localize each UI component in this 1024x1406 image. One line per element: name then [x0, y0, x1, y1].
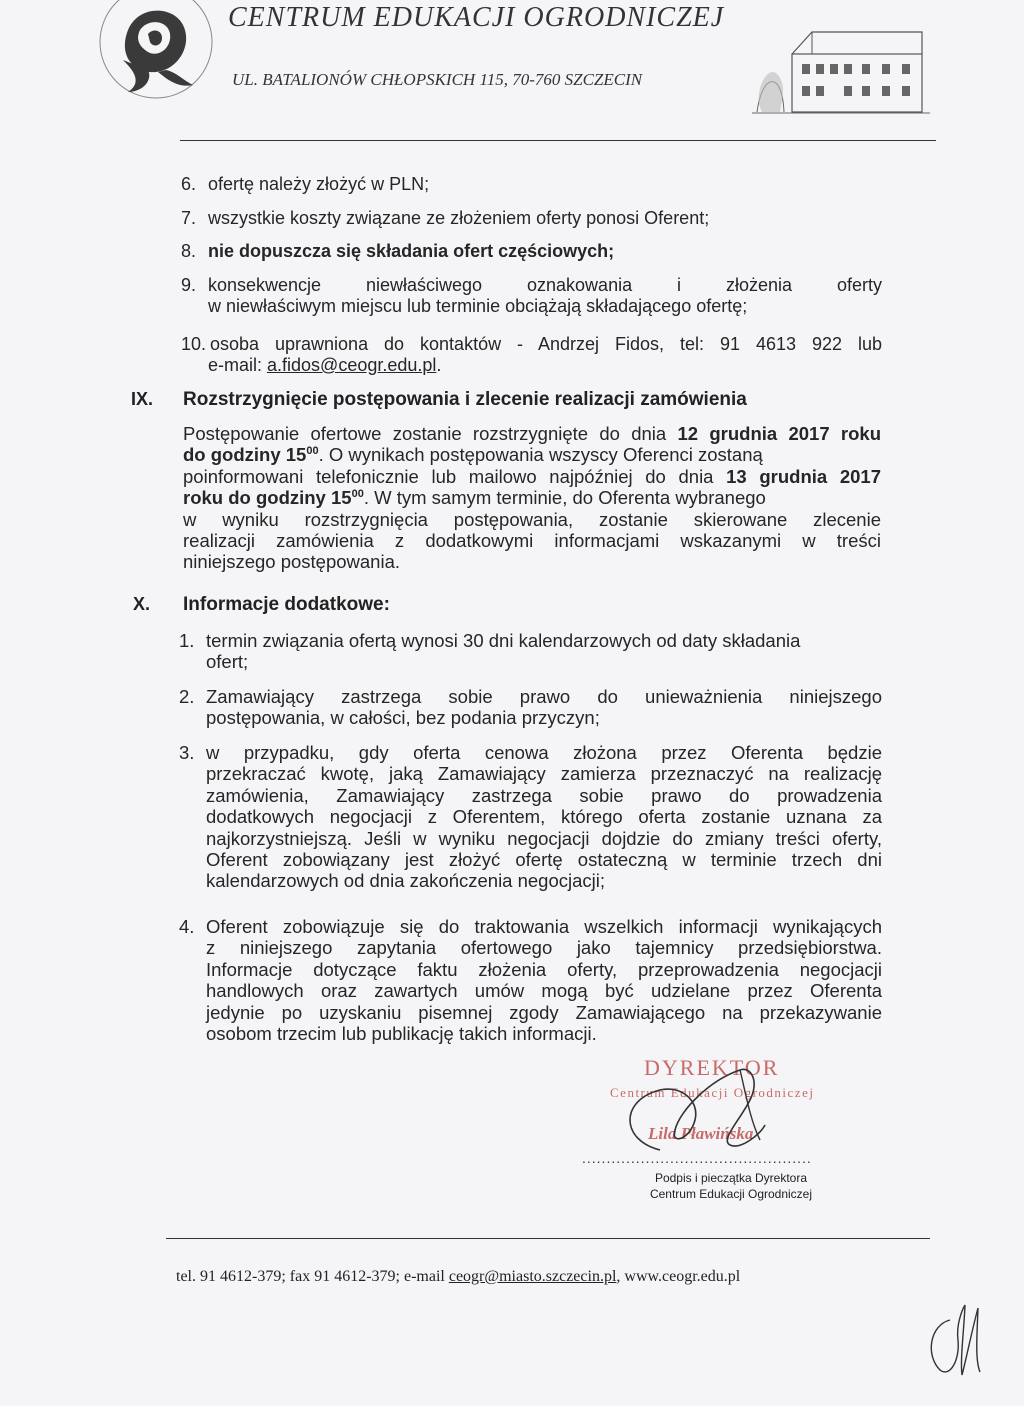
paragraph-line: Informacje dotyczące faktu złożenia oferty, przeprowadzenia negocjacji: [206, 958, 882, 980]
contact-email-link[interactable]: a.fidos@ceogr.edu.pl: [267, 355, 437, 375]
paragraph-line: przekraczać kwotę, jaką Zamawiający zamierza przeznaczyć na realizację: [206, 763, 882, 785]
footer-text: , www.ceogr.edu.pl: [616, 1268, 741, 1285]
list-item-text: konsekwencje niewłaściwego oznakowania i złożenia oferty: [208, 275, 882, 295]
stamp-name: Lila Pławińska: [648, 1124, 754, 1143]
paragraph-line: w przypadku, gdy oferta cenowa złożona przez Oferenta będzie: [206, 742, 882, 763]
paragraph-line: [183, 423, 881, 444]
section-number: IX.: [131, 389, 154, 409]
footer-email-link[interactable]: ceogr@miasto.szczecin.pl: [448, 1268, 617, 1285]
list-item-text: [208, 355, 441, 376]
school-building-icon: [752, 14, 932, 124]
paragraph-line: handlowych oraz zawartych umów mogą być udzielane przez Oferenta: [206, 980, 882, 1002]
contact-email-label: e-mail:: [208, 355, 268, 375]
text-run: . W tym samym terminie, do Oferenta wybranego: [363, 487, 766, 509]
time-highlight: do godziny 15: [183, 444, 307, 466]
list-item-text: ofertę należy złożyć w PLN;: [208, 174, 430, 194]
punctuation: .: [436, 355, 442, 375]
paragraph-line: jedynie po uzyskaniu pisemnej zgody Zamawiającego na przekazywanie: [206, 1001, 882, 1023]
section-number: X.: [133, 594, 151, 614]
list-item-number: 2.: [179, 686, 195, 707]
paragraph-line: kalendarzowych od dnia zakończenia negocjacji;: [206, 870, 606, 892]
paragraph-line: w wyniku rozstrzygnięcia postępowania, zostanie skierowane zlecenie: [183, 508, 881, 530]
list-item-number: 9.: [181, 275, 197, 295]
signature-caption: [636, 1170, 826, 1202]
time-superscript: 00: [351, 488, 364, 501]
text-run: Postępowanie ofertowe zostanie rozstrzygnięte do dnia: [183, 423, 678, 444]
paragraph-line: dodatkowych negocjacji z Oferentem, którego oferta zostanie uznana za: [206, 806, 882, 828]
initials-signature-icon: [920, 1300, 990, 1380]
organization-address: UL. BATALIONÓW CHŁOPSKICH 115, 70-760 SZCZECIN: [232, 70, 643, 89]
list-item-text: osoba uprawniona do kontaktów - Andrzej Fidos, tel: 91 4613 922 lub: [210, 334, 882, 354]
rose-logo-icon: [98, 0, 218, 100]
footer-text: tel. 91 4612-379; fax 91 4612-379; e-mail: [176, 1268, 449, 1285]
organization-name: CENTRUM EDUKACJI OGRODNICZEJ: [228, 2, 725, 33]
stamp-organization: Centrum Edukacji Ogrodniczej: [610, 1085, 815, 1100]
paragraph-line: niniejszego postępowania.: [183, 551, 401, 573]
paragraph-line: Oferent zobowiązany jest złożyć ofertę ostateczną w terminie trzech dni: [206, 849, 882, 871]
paragraph-line: osobom trzecim lub publikację takich informacji.: [206, 1023, 597, 1045]
list-item-text: [206, 686, 882, 729]
list-item-text: w niewłaściwym miejscu lub terminie obciążają składającego ofertę;: [208, 296, 748, 316]
section-title: Rozstrzygnięcie postępowania i zlecenie realizacji zamówienia: [183, 389, 747, 410]
signature-line: ...............................................: [582, 1150, 812, 1166]
footer-divider: [166, 1238, 930, 1239]
paragraph-line: z niniejszego zapytania ofertowego jako tajemnicy przedsiębiorstwa.: [206, 937, 882, 959]
list-item-number: 3.: [179, 742, 195, 763]
paragraph-line: [183, 466, 881, 487]
paragraph-line: [183, 487, 881, 508]
list-item-text: wszystkie koszty związane ze złożeniem oferty ponosi Oferent;: [208, 208, 710, 228]
header-divider: [180, 140, 936, 141]
text-run: . O wynikach postępowania wszyscy Oferenci zostaną: [318, 444, 763, 466]
caption-line: Centrum Edukacji Ogrodniczej: [649, 1187, 813, 1201]
text-run: poinformowani telefonicznie lub mailowo najpóźniej do dnia: [183, 465, 727, 487]
paragraph-line: realizacji zamówienia z dodatkowymi informacjami wskazanymi w treści: [183, 530, 881, 552]
stamp-title: DYREKTOR: [644, 1055, 780, 1080]
paragraph-line: Zamawiający zastrzega sobie prawo do unieważnienia niniejszego: [206, 686, 882, 707]
section-title: Informacje dodatkowe:: [183, 594, 390, 615]
list-item-text: [206, 916, 882, 1044]
list-item-text: [206, 742, 882, 892]
paragraph-line: zamówienia, Zamawiający zastrzega sobie prawo do prowadzenia: [206, 784, 882, 806]
list-item-number: 10.: [181, 334, 207, 354]
paragraph-line: postępowania, w całości, bez podania przyczyn;: [206, 707, 600, 729]
caption-line: Podpis i pieczątka Dyrektora: [654, 1171, 808, 1185]
date-highlight: 13 grudnia 2017: [726, 465, 881, 487]
list-item-text: [206, 630, 882, 673]
paragraph-line: [183, 444, 881, 465]
list-item-number: 8.: [181, 241, 197, 261]
list-item-text-bold: nie dopuszcza się składania ofert częściowych;: [208, 241, 615, 261]
paragraph-line: termin związania ofertą wynosi 30 dni kalendarzowych od daty składania: [206, 630, 801, 651]
list-item-number: 4.: [179, 916, 195, 937]
time-superscript: 00: [306, 445, 319, 458]
date-highlight: 12 grudnia 2017 roku: [677, 423, 881, 444]
list-item-number: 1.: [179, 630, 195, 651]
paragraph-line: Oferent zobowiązuje się do traktowania wszelkich informacji wynikających: [206, 916, 882, 937]
list-item-number: 7.: [181, 208, 197, 228]
list-item-number: 6.: [181, 174, 197, 194]
footer-contact: [176, 1268, 740, 1286]
time-highlight: roku do godziny 15: [183, 487, 352, 509]
paragraph-line: najkorzystniejszą. Jeśli w wyniku negocjacji dojdzie do zmiany treści oferty,: [206, 827, 882, 849]
section-paragraph: [183, 423, 881, 573]
paragraph-line: ofert;: [206, 651, 249, 673]
